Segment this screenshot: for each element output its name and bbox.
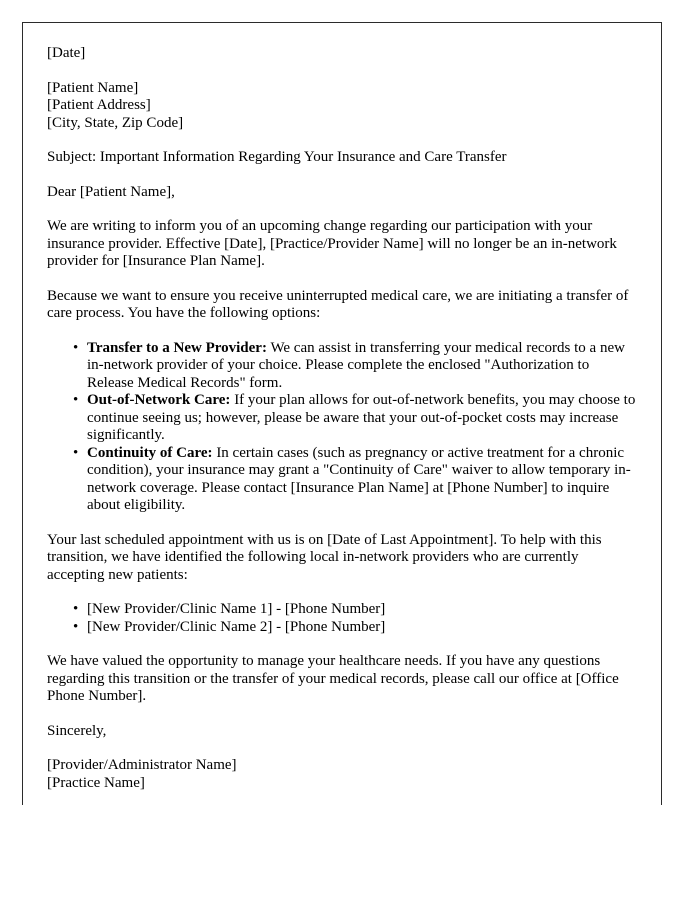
salutation: Dear [Patient Name], [47, 183, 175, 200]
paragraph-transfer-options-intro: Because we want to ensure you receive uninterrupted medical care, we are initiating a transfer of care process. You have the following options: [47, 287, 629, 321]
practice-name: [Practice Name] [47, 774, 145, 791]
paragraph-insurance-change: We are writing to inform you of an upcoming change regarding our participation with your insurance provider. Effective [Date], [Practice/Provider Name] will no longer be an in-network provider for [Insurance Plan Name]. [47, 218, 617, 269]
subject-line: Subject: Important Information Regarding Your Insurance and Care Transfer [47, 149, 507, 165]
recipient-address: [Patient Address] [47, 97, 151, 113]
list-item [87, 340, 637, 393]
recipient-name: [Patient Name] [47, 79, 139, 96]
recipient-address-block [47, 80, 637, 133]
option-text: If your plan allows for out-of-network benefits, you may choose to continue seeing us; however, please be aware that your out-of-pocket costs may increase significantly. [87, 392, 636, 443]
recipient-city-state-zip: [City, State, Zip Code] [47, 114, 184, 131]
option-text: We can assist in transferring your medical records to a new in-network provider of your choice. Please complete the enclosed "Authorization to Release Medical Records" form. [87, 339, 625, 391]
signature-block [47, 757, 637, 792]
list-item [87, 392, 637, 445]
list-item: • [New Provider/Clinic Name 2] - [Phone Number] [87, 619, 637, 637]
referral-providers-list [47, 601, 637, 636]
letter-body [23, 23, 661, 792]
document-page [22, 22, 662, 805]
option-label: Continuity of Care: [87, 444, 213, 461]
paragraph-closing-remarks: We have valued the opportunity to manage your healthcare needs. If you have any questions regarding this transition or the transfer of your medical records, please call our office at [Office Phone Number]. [47, 653, 619, 704]
option-label: Transfer to a New Provider: [87, 339, 267, 356]
signer-name: [Provider/Administrator Name] [47, 757, 237, 773]
option-label: Out-of-Network Care: [87, 392, 231, 408]
paragraph-last-appointment: Your last scheduled appointment with us is on [Date of Last Appointment]. To help with this transition, we have identified the following local in-network providers who are currently accepting new patients: [47, 531, 602, 583]
closing-salutation: Sincerely, [47, 722, 107, 739]
list-item: • [New Provider/Clinic Name 1] - [Phone Number] [87, 601, 637, 619]
option-text: In certain cases (such as pregnancy or active treatment for a chronic condition), your insurance may grant a "Continuity of Care" waiver to allow temporary in-network coverage. Please contact [Insurance Plan Name] at [Phone Number] to inquire about eligibility. [87, 444, 631, 513]
care-options-list [47, 340, 637, 515]
date-line: [Date] [47, 45, 86, 61]
list-item [87, 445, 637, 515]
